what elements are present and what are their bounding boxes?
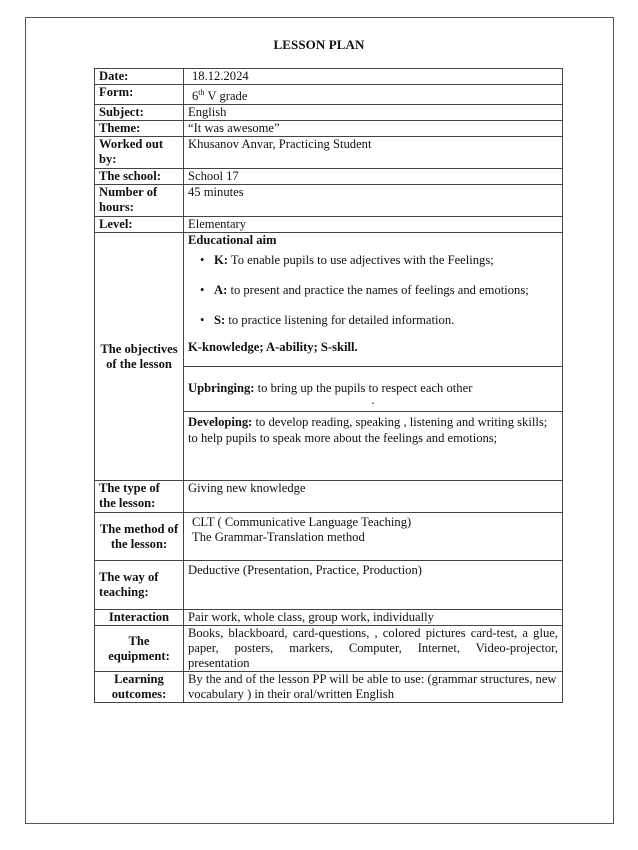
table-row [95, 233, 563, 367]
subject-value: English [184, 105, 563, 121]
table-row [95, 481, 563, 513]
developing-label: Developing: [188, 415, 253, 430]
worked-out-value: Khusanov Anvar, Practicing Student [184, 137, 563, 169]
equipment-value: Books, blackboard, card-questions, , colored pictures card-test, a glue, paper, posters, markers, Computer, Internet, Video-projector, presentation [184, 626, 563, 672]
bullet-icon: • [200, 253, 205, 268]
objectives-label: The objectives of the lesson [95, 233, 184, 481]
aims-list [188, 250, 558, 330]
outcomes-label: Learning outcomes: [95, 672, 184, 703]
table-row [95, 513, 563, 561]
developing-cell [184, 412, 563, 481]
type-label: The type of the lesson: [95, 481, 184, 513]
aim-k [200, 250, 558, 270]
way-label: The way of teaching: [95, 561, 184, 610]
method-value [184, 513, 563, 561]
table-row [95, 626, 563, 672]
upbringing-dot: . [371, 393, 375, 408]
hours-value: 45 minutes [184, 185, 563, 217]
upbringing-cell [184, 367, 563, 412]
table-row [95, 169, 563, 185]
aim-k-text: To enable pupils to use adjectives with the Feelings; [228, 253, 494, 268]
form-label: Form: [95, 85, 184, 105]
page-title: LESSON PLAN [273, 37, 365, 52]
level-label: Level: [95, 217, 184, 233]
subject-label: Subject: [95, 105, 184, 121]
worked-out-label: Worked out by: [95, 137, 184, 169]
date-value: 18.12.2024 [184, 69, 563, 85]
outcomes-value: By the and of the lesson PP will be able to use: (grammar structures, new vocabulary ) in their oral/written English [184, 672, 563, 703]
table-row [95, 105, 563, 121]
table-row [95, 610, 563, 626]
aim-s-key: S: [214, 313, 226, 328]
table-row [95, 121, 563, 137]
form-suffix: th [198, 88, 205, 97]
table-row [95, 185, 563, 217]
theme-value: “It was awesome” [184, 121, 563, 137]
bullet-icon: • [200, 283, 205, 298]
educational-aim-heading: Educational aim [188, 233, 277, 248]
upbringing-label: Upbringing: [188, 381, 255, 396]
table-row [95, 561, 563, 610]
table-row [95, 672, 563, 703]
date-label: Date: [95, 69, 184, 85]
aim-a-key: A: [214, 283, 228, 298]
table-row [95, 69, 563, 85]
form-value [184, 85, 563, 105]
developing-text: to develop reading, speaking , listening and writing skills; [252, 415, 548, 430]
method-value-1: CLT ( Communicative Language Teaching) [192, 515, 412, 530]
developing-text-2: to help pupils to speak more about the feelings and emotions; [188, 431, 498, 446]
method-value-2: The Grammar-Translation method [192, 530, 365, 545]
aim-s [200, 310, 558, 330]
form-grade: V grade [204, 89, 248, 104]
equipment-label: The equipment: [95, 626, 184, 672]
skills-legend: K-knowledge; A-ability; S-skill. [188, 340, 358, 355]
school-label: The school: [95, 169, 184, 185]
theme-label: Theme: [95, 121, 184, 137]
interaction-label: Interaction [95, 610, 184, 626]
way-value: Deductive (Presentation, Practice, Production) [184, 561, 563, 610]
aim-a [200, 280, 558, 300]
level-value: Elementary [184, 217, 563, 233]
bullet-icon: • [200, 313, 205, 328]
aim-k-key: K: [214, 253, 228, 268]
type-value: Giving new knowledge [184, 481, 563, 513]
school-value: School 17 [184, 169, 563, 185]
table-row [95, 137, 563, 169]
method-label: The method of the lesson: [95, 513, 184, 561]
aim-a-text: to present and practice the names of feelings and emotions; [227, 283, 529, 298]
upbringing-text: to bring up the pupils to respect each other [254, 381, 473, 396]
table-row [95, 217, 563, 233]
educational-aim-cell [184, 233, 563, 367]
lesson-plan-table [94, 68, 563, 703]
form-number: 6 [192, 89, 199, 104]
interaction-value: Pair work, whole class, group work, individually [184, 610, 563, 626]
hours-label: Number of hours: [95, 185, 184, 217]
aim-s-text: to practice listening for detailed information. [225, 313, 455, 328]
table-row [95, 85, 563, 105]
